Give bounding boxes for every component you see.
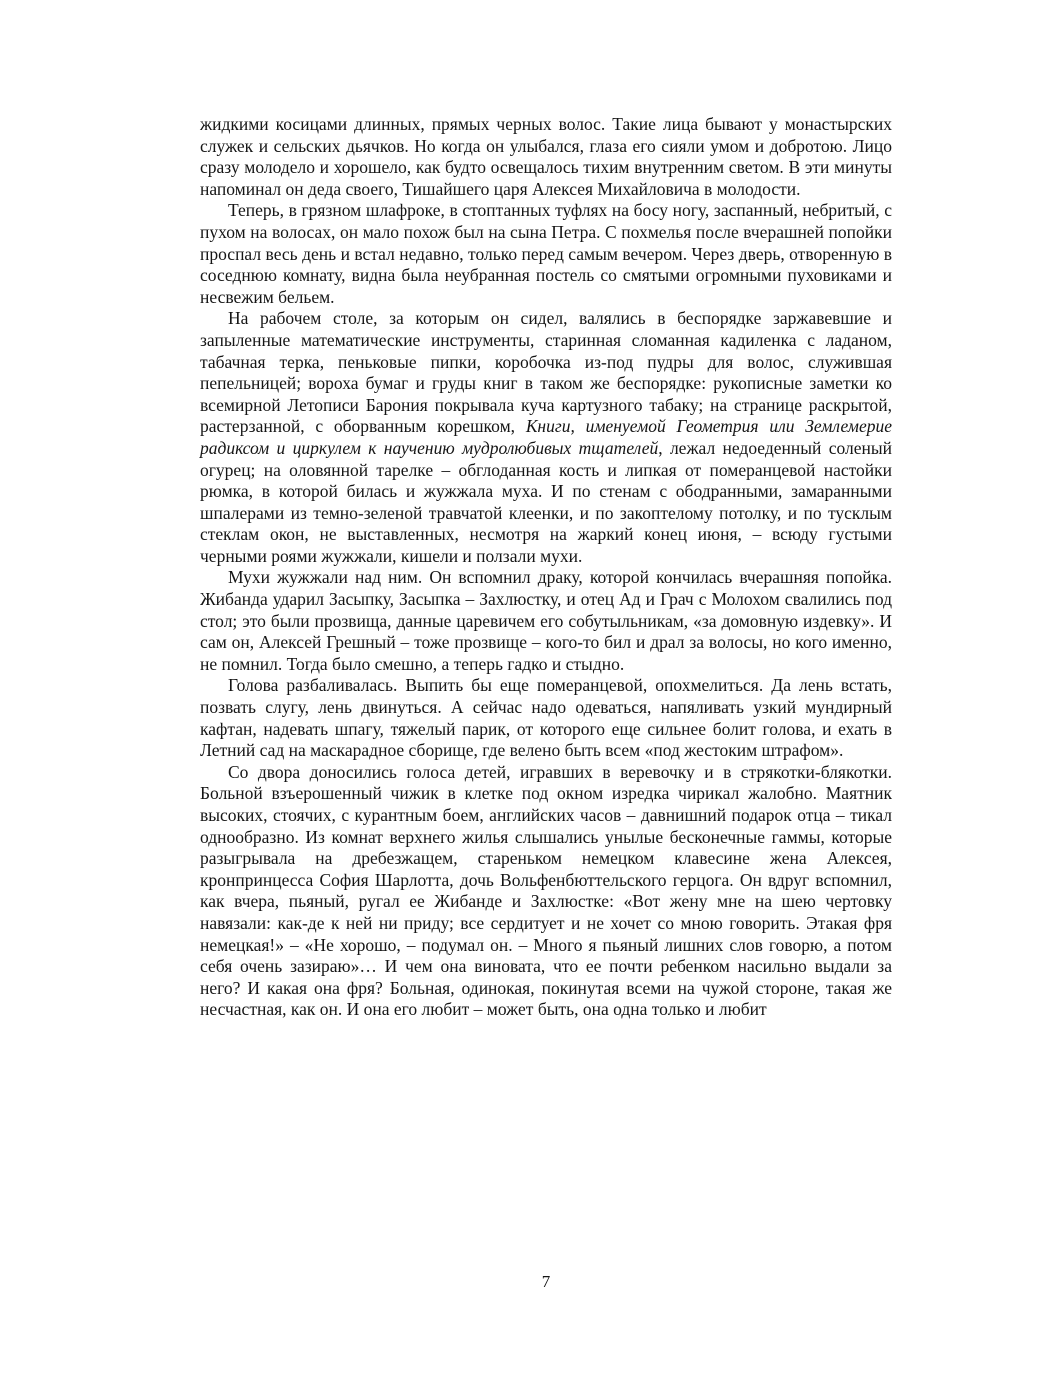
page-number: 7 — [541, 1272, 551, 1291]
text-segment: Голова разбаливалась. Выпить бы еще померанцевой, опохмелиться. Да лень встать, позвать слугу, лень двинуться. А сейчас надо одеваться, напяливать узкий мундирный кафтан, надевать шпагу, тяжелый парик, от которого еще сильнее болит голова, и ехать в Летний сад на маскарадное сборище, где велено быть всем «под жестоким штрафом». — [200, 675, 892, 761]
text-segment: жидкими косицами длинных, прямых черных волос. Такие лица бывают у монастырских служек и сельских дьячков. Но когда он улыбался, глаза его сияли умом и добротою. Лицо сразу молодело и хорошело, как будто освещалось тихим внутренним светом. В эти минуты напоминал он деда своего, Тишайшего царя Алексея Михайловича в молодости. — [200, 114, 892, 199]
paragraph — [200, 114, 892, 200]
paragraph — [200, 200, 892, 308]
text-segment: Со двора доносились голоса детей, игравших в веревочку и в стрякотки-блякотки. Больной взъерошенный чижик в клетке под окном изредка чирикал жалобно. Маятник высоких, стоячих, с курантным боем, английских часов – давнишний подарок отца – тикал однообразно. Из комнат верхнего жилья слышались унылые бесконечные гаммы, которые разыгрывала на дребезжащем, стареньком немецком клавесине жена Алексея, кронпринцесса София Шарлотта, дочь Вольфенбюттельского герцога. Он вдруг вспомнил, как вчера, пьяный, ругал ее Жибанде и Захлюстке: «Вот жену мне на шею чертовку навязали: как-де к ней ни приду; все сердитует и не хочет со мною говорить. Этакая фря немецкая!» – «Не хорошо, – подумал он. – Много я пьяный лишних слов говорю, а потом себя очень зазираю»… И чем она виновата, что ее почти ребенком насильно выдали за него? И какая она фря? Больная, одинокая, покинутая всеми на чужой стороне, такая же несчастная, как он. И она его любит – может быть, она одна только и любит — [200, 761, 892, 1020]
paragraph — [200, 308, 892, 567]
text-segment: На рабочем столе, за которым он сидел, валялись в беспорядке заржавевшие и запыленные математические инструменты, старинная сломанная кадиленка с ладаном, табачная терка, пеньковые пипки, коробочка из-под пудры для волос, служившая пепельницей; вороха бумаг и груды книг в таком же беспорядке: рукописные заметки ко всемирной Летописи Барония покрывала куча картузного табаку; на странице раскрытой, растерзанной, с оборванным корешком, — [200, 308, 892, 437]
paragraph — [200, 762, 892, 1021]
italic-text-segment: Книги, именуемой Геометрия или Землемерие радиксом и циркулем к научению мудролюбивых тщателей — [200, 416, 892, 458]
text-segment: Теперь, в грязном шлафроке, в стоптанных туфлях на босу ногу, заспанный, небритый, с пухом на волосах, он мало похож был на сына Петра. С похмелья после вчерашней попойки проспал весь день и встал недавно, только перед самым вечером. Через дверь, отворенную в соседнюю комнату, видна была неубранная постель со смятыми огромными пуховиками и несвежим бельем. — [200, 200, 892, 307]
paragraph — [200, 675, 892, 761]
text-segment: , лежал недоеденный соленый огурец; на оловянной тарелке – обглоданная кость и липкая от померанцевой настойки рюмка, в которой билась и жужжала муха. И по стенам с ободранными, замаранными шпалерами из темно-зеленой травчатой клеенки, и по закоптелому потолку, и по тусклым стеклам окон, не выставленных, несмотря на жаркий конец июня, – всюду густыми черными роями жужжали, кишели и ползали мухи. — [200, 437, 892, 566]
text-segment: Мухи жужжали над ним. Он вспомнил драку, которой кончилась вчерашняя попойка. Жибанда ударил Засыпку, Засыпка – Захлюстку, и отец Ад и Грач с Молохом свалились под стол; это были прозвища, данные царевичем его собутыльникам, «за домовную издевку». И сам он, Алексей Грешный – тоже прозвище – кого-то бил и драл за волосы, но кого именно, не помнил. Тогда было смешно, а теперь гадко и стыдно. — [200, 567, 892, 674]
page-text — [200, 114, 892, 1021]
paragraph — [200, 567, 892, 675]
